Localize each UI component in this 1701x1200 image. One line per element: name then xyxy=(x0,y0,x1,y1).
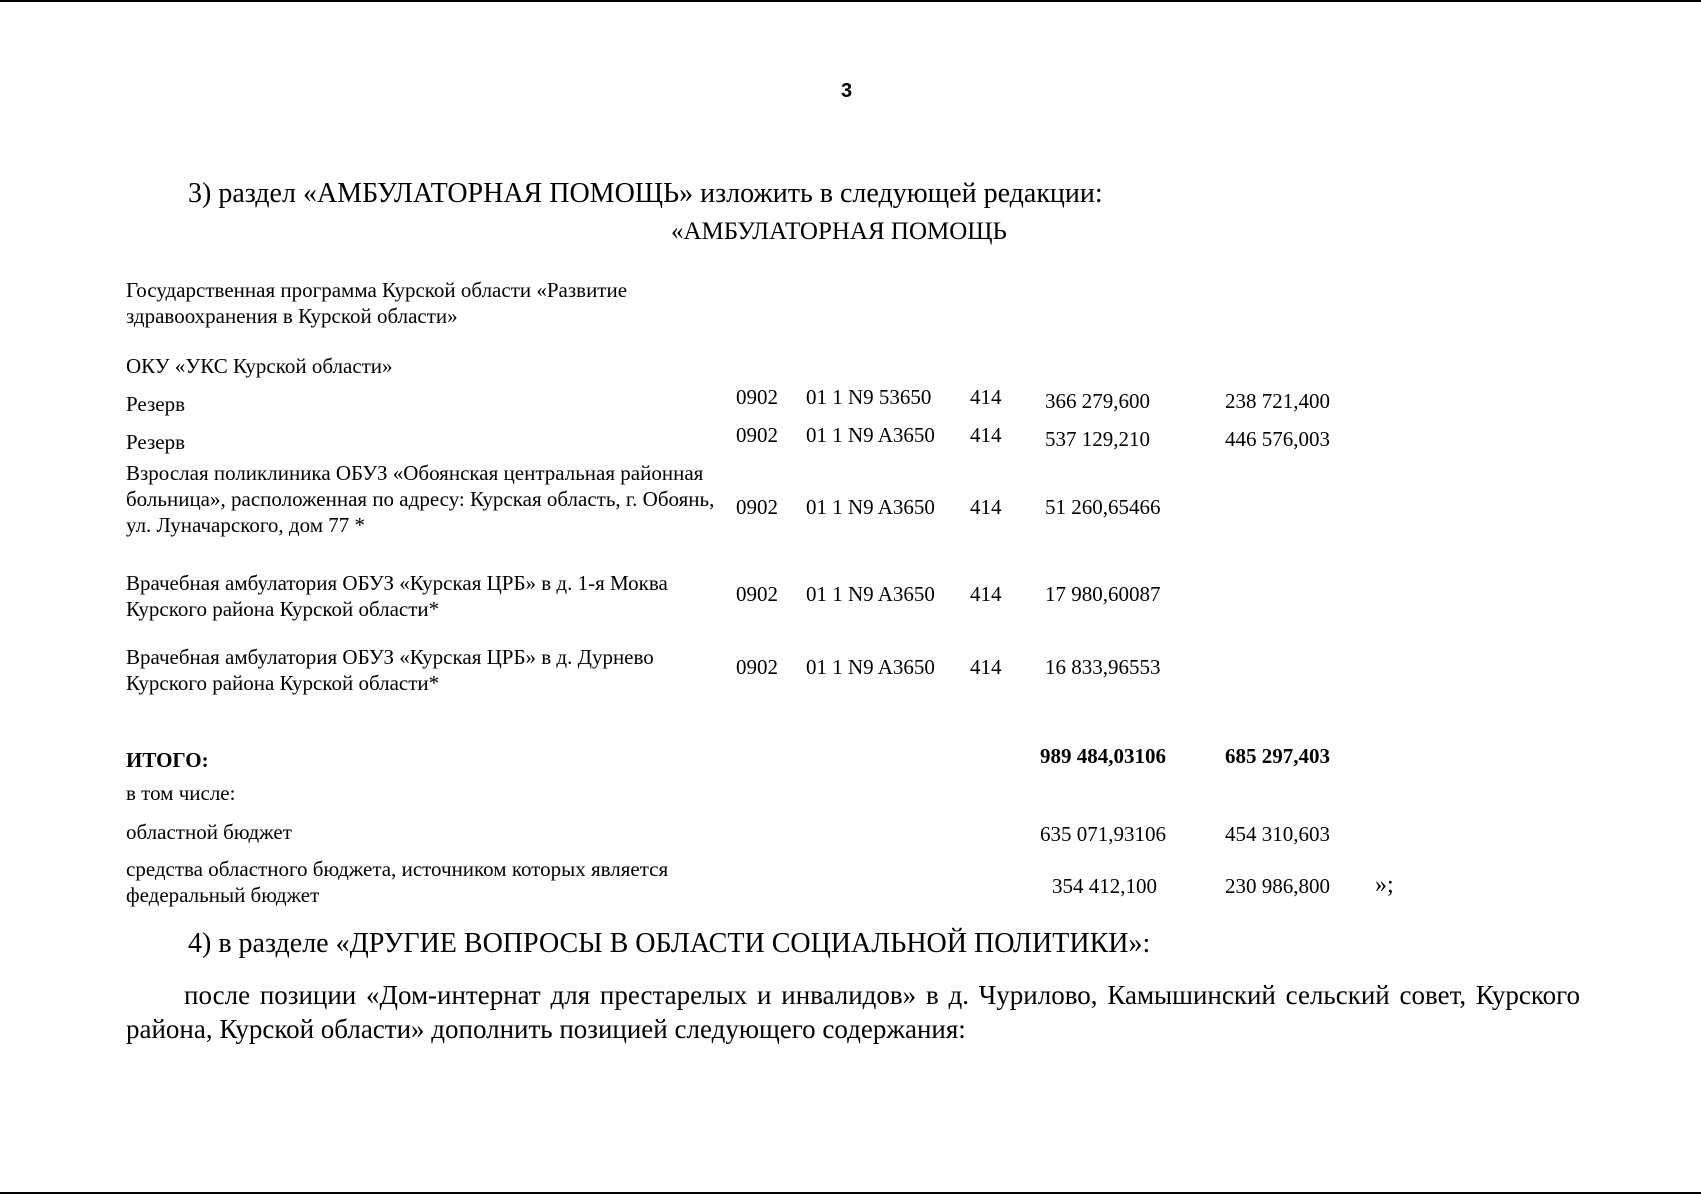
regional-budget-year1: 635 071,93106 xyxy=(1040,822,1166,846)
total-year1: 989 484,03106 xyxy=(1040,744,1166,768)
row-year1: 537 129,210 xyxy=(1045,427,1150,451)
regional-budget-label: областной бюджет xyxy=(126,820,292,844)
row-vr: 414 xyxy=(970,495,1002,519)
row-name: Взрослая поликлиника ОБУЗ «Обоянская центральная районная больница», расположенная по адресу: Курская область, г. Обоянь, ул. Луначарского, дом 77 * xyxy=(126,461,715,537)
program-name: Государственная программа Курской области «Развитие здравоохранения в Курской области» xyxy=(126,278,628,328)
row-name: Резерв xyxy=(126,430,186,454)
org-name: ОКУ «УКС Курской области» xyxy=(126,354,393,378)
closing-quote: »; xyxy=(1375,872,1394,898)
federal-budget-year1: 354 412,100 xyxy=(1052,874,1157,898)
page-number: 3 xyxy=(841,80,853,102)
section4-heading: 4) в разделе «ДРУГИЕ ВОПРОСЫ В ОБЛАСТИ СОЦИАЛЬНОЙ ПОЛИТИКИ»: xyxy=(188,928,1151,959)
row-vr: 414 xyxy=(970,423,1002,447)
row-csr: 01 1 N9 A3650 xyxy=(806,423,935,447)
total-label: ИТОГО: xyxy=(126,748,209,772)
including-label: в том числе: xyxy=(126,781,236,805)
section4-paragraph: после позиции «Дом-интернат для престарелых и инвалидов» в д. Чурилово, Камышинский сельский совет, Курского района, Курской области» дополнить позицией следующего содержания: xyxy=(126,980,1580,1044)
row-name: Резерв xyxy=(126,392,186,416)
row-rz: 0902 xyxy=(736,582,778,606)
row-name: Врачебная амбулатория ОБУЗ «Курская ЦРБ» в д. Дурнево Курского района Курской области* xyxy=(126,645,654,695)
row-csr: 01 1 N9 A3650 xyxy=(806,495,935,519)
section3-intro: 3) раздел «АМБУЛАТОРНАЯ ПОМОЩЬ» изложить в следующей редакции: xyxy=(188,178,1103,209)
row-rz: 0902 xyxy=(736,385,778,409)
row-rz: 0902 xyxy=(736,423,778,447)
row-name: Врачебная амбулатория ОБУЗ «Курская ЦРБ» в д. 1-я Моква Курского района Курской области* xyxy=(126,571,668,621)
row-year2: 238 721,400 xyxy=(1225,389,1330,413)
row-rz: 0902 xyxy=(736,495,778,519)
row-year2: 446 576,003 xyxy=(1225,427,1330,451)
page-bottom-border xyxy=(0,1192,1701,1194)
row-rz: 0902 xyxy=(736,655,778,679)
row-csr: 01 1 N9 53650 xyxy=(806,385,932,409)
row-vr: 414 xyxy=(970,655,1002,679)
row-year1: 51 260,65466 xyxy=(1045,495,1161,519)
row-csr: 01 1 N9 A3650 xyxy=(806,655,935,679)
row-year1: 16 833,96553 xyxy=(1045,655,1161,679)
row-year1: 366 279,600 xyxy=(1045,389,1150,413)
federal-budget-year2: 230 986,800 xyxy=(1225,874,1330,898)
total-year2: 685 297,403 xyxy=(1225,744,1330,768)
regional-budget-year2: 454 310,603 xyxy=(1225,822,1330,846)
row-vr: 414 xyxy=(970,582,1002,606)
row-vr: 414 xyxy=(970,385,1002,409)
section3-title: «АМБУЛАТОРНАЯ ПОМОЩЬ xyxy=(671,218,1007,245)
page-top-border xyxy=(0,0,1701,2)
row-csr: 01 1 N9 A3650 xyxy=(806,582,935,606)
row-year1: 17 980,60087 xyxy=(1045,582,1161,606)
federal-budget-label: средства областного бюджета, источником которых является федеральный бюджет xyxy=(126,857,669,907)
